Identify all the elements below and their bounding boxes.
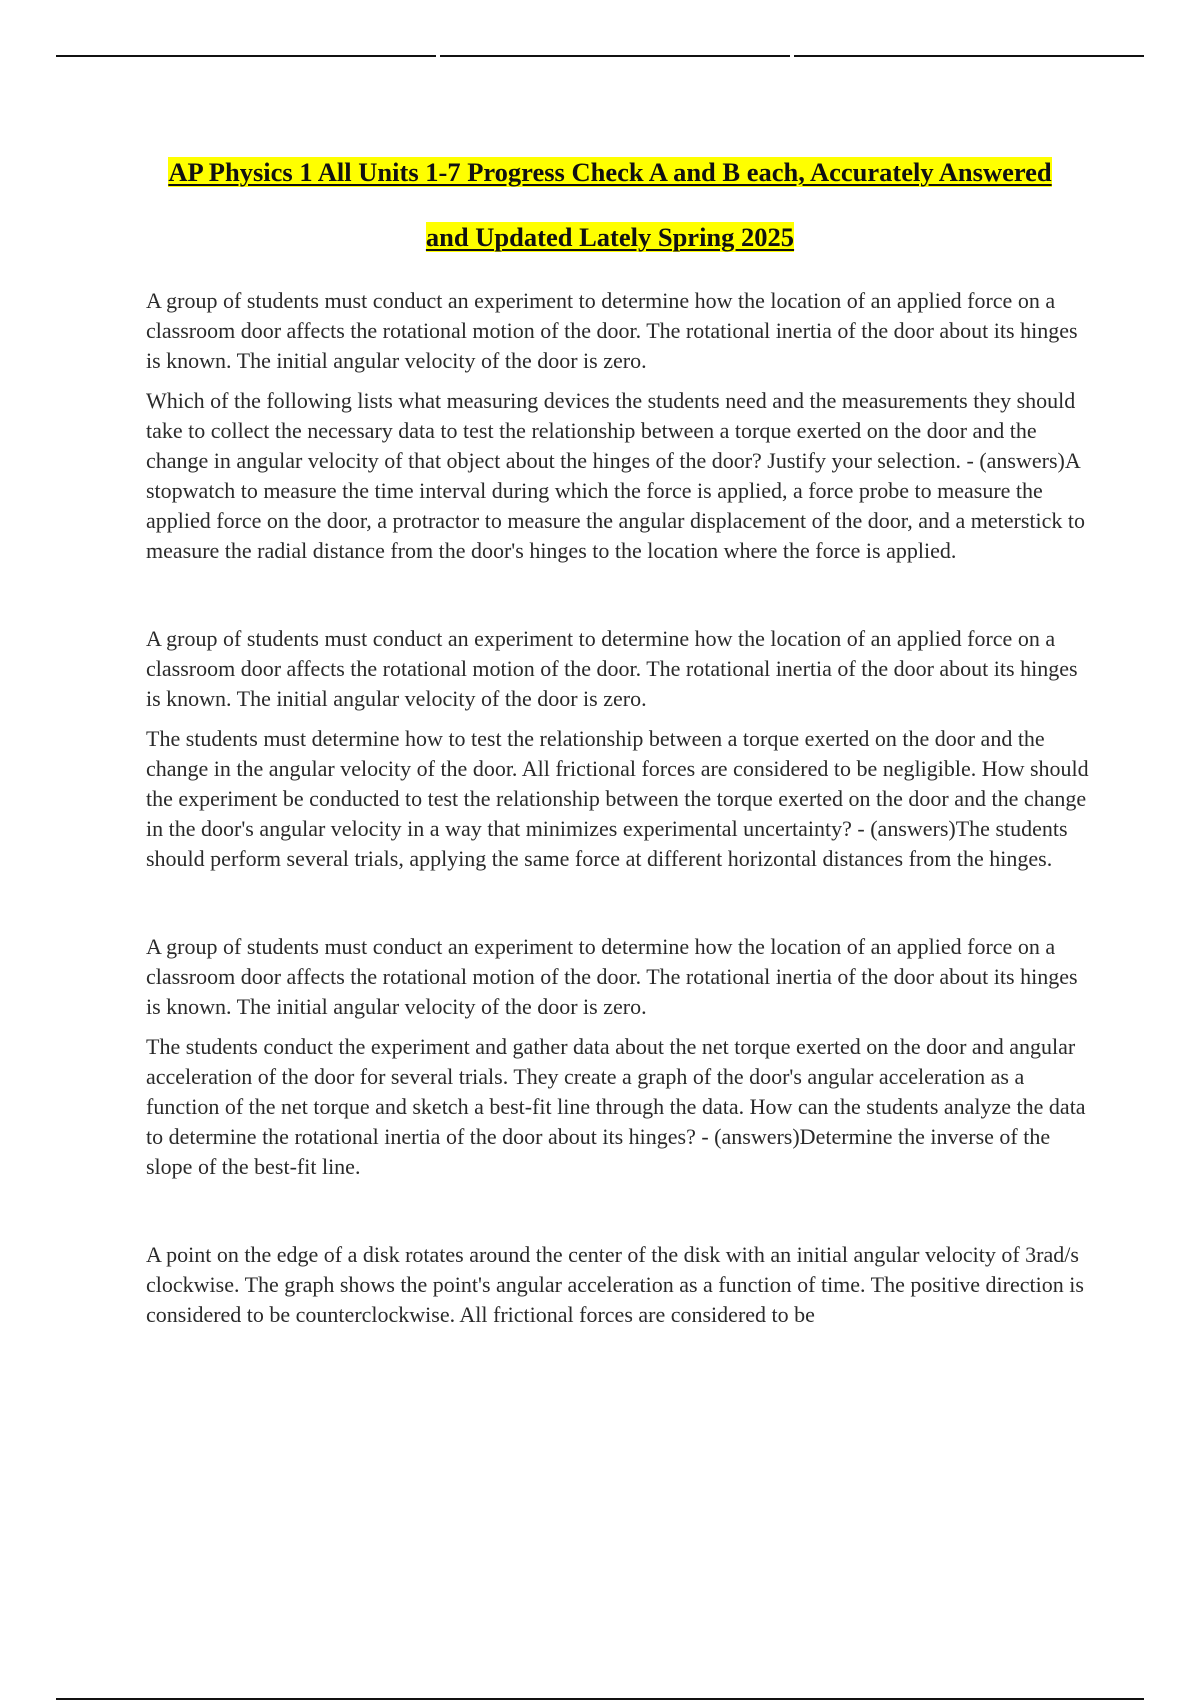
question-and-answer: Which of the following lists what measuring devices the students need and the measurements they should take to collect the necessary data to test the relationship between a torque exerted on the door and the change in angular velocity of that object about the hinges of the door? Justify your selection. - (answers)A stopwatch to measure the time interval during which the force is applied, a force probe to measure the applied force on the door, a protractor to measure the angular displacement of the door, and a meterstick to measure the radial distance from the door's hinges to the location where the force is applied. bbox=[146, 388, 1085, 563]
question-context: A point on the edge of a disk rotates around the center of the disk with an initial angular velocity of 3rad/s clockwise. The graph shows the point's angular acceleration as a function of time. The positive direction is considered to be counterclockwise. All frictional forces are considered to be bbox=[146, 1242, 1084, 1327]
document-body bbox=[146, 286, 1096, 1340]
question-block bbox=[146, 286, 1096, 566]
header-rule-middle bbox=[440, 55, 790, 57]
question-context: A group of students must conduct an experiment to determine how the location of an applied force on a classroom door affects the rotational motion of the door. The rotational inertia of the door about its hinges is known. The initial angular velocity of the door is zero. bbox=[146, 626, 1078, 711]
question-block bbox=[146, 932, 1096, 1182]
question-context: A group of students must conduct an experiment to determine how the location of an applied force on a classroom door affects the rotational motion of the door. The rotational inertia of the door about its hinges is known. The initial angular velocity of the door is zero. bbox=[146, 934, 1078, 1019]
header-rule-right bbox=[794, 55, 1144, 57]
question-block bbox=[146, 624, 1096, 874]
question-and-answer: The students conduct the experiment and gather data about the net torque exerted on the door and angular acceleration of the door for several trials. They create a graph of the door's angular acceleration as a function of the net torque and sketch a best-fit line through the data. How can the students analyze the data to determine the rotational inertia of the door about its hinges? - (answers)Determine the inverse of the slope of the best-fit line. bbox=[146, 1034, 1086, 1179]
question-context: A group of students must conduct an experiment to determine how the location of an applied force on a classroom door affects the rotational motion of the door. The rotational inertia of the door about its hinges is known. The initial angular velocity of the door is zero. bbox=[146, 288, 1078, 373]
document-title bbox=[130, 140, 1090, 270]
question-block bbox=[146, 1240, 1096, 1330]
title-line-1: AP Physics 1 All Units 1-7 Progress Check A and B each, Accurately Answered bbox=[168, 157, 1052, 187]
title-line-2: and Updated Lately Spring 2025 bbox=[425, 222, 795, 252]
question-and-answer: The students must determine how to test the relationship between a torque exerted on the door and the change in the angular velocity of the door. All frictional forces are considered to be negligible. How should the experiment be conducted to test the relationship between the torque exerted on the door and the change in the door's angular velocity in a way that minimizes experimental uncertainty? - (answers)The students should perform several trials, applying the same force at different horizontal distances from the hinges. bbox=[146, 726, 1089, 871]
header-rule-left bbox=[56, 55, 436, 57]
